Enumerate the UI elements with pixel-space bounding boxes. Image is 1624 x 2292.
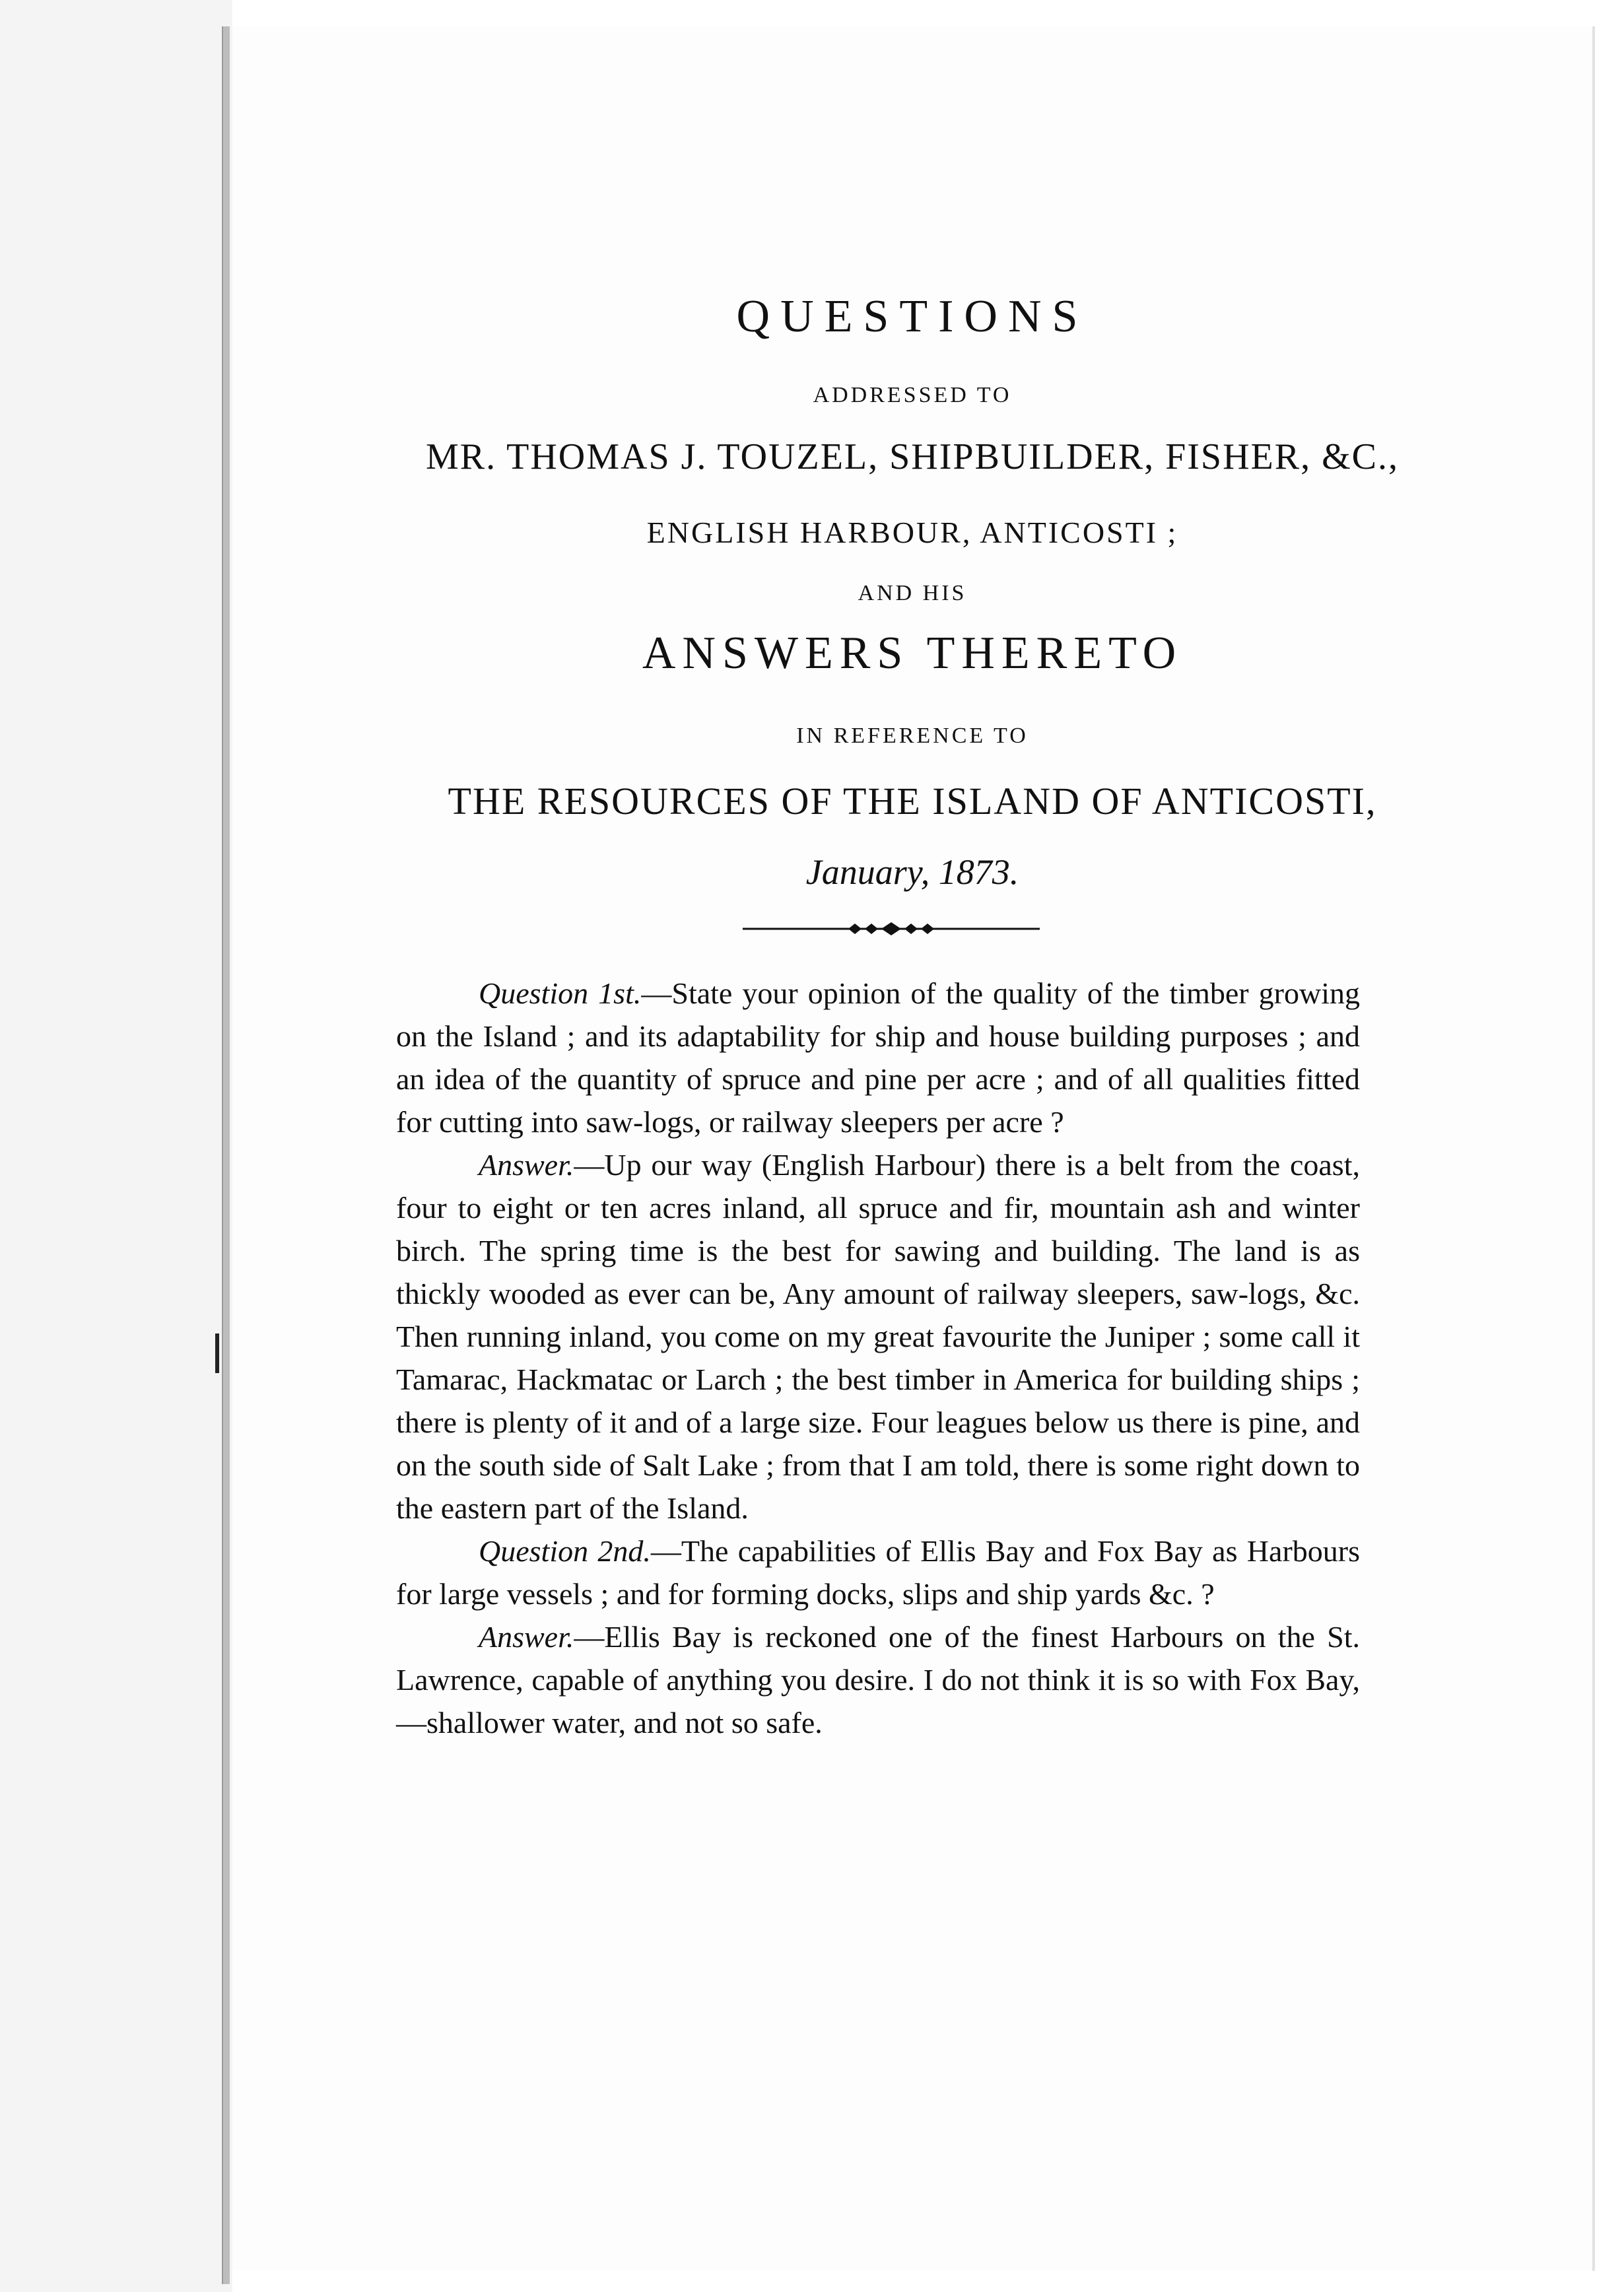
in-reference-line: IN REFERENCE TO xyxy=(796,724,1029,748)
question-1-text: —State your opinion of the quality of the timber growing on the Island ; and its adaptability for ship and house building purposes ; and an idea of the quantity of spruce and pine per acre ; and of all qualities fitted for cutting into saw-logs, or railway sleepers per acre ? xyxy=(396,976,1361,1139)
margin-mark xyxy=(215,1333,219,1373)
resources-title: THE RESOURCES OF THE ISLAND OF ANTICOSTI, xyxy=(448,780,1377,823)
addressee-line xyxy=(232,436,1592,478)
question-2-lead: Question 2nd. xyxy=(479,1534,651,1568)
addressed-to-line: ADDRESSED TO xyxy=(813,383,1012,407)
addressee-occupation: SHIPBUILDER, FISHER, &C., xyxy=(889,436,1399,477)
answer-2-lead: Answer. xyxy=(479,1620,574,1654)
answer-2-text: —Ellis Bay is reckoned one of the finest Harbours on the St. Lawrence, capable of anything you desire. I do not think it is so with Fox Bay,—shallower water, and not so safe. xyxy=(396,1620,1360,1739)
ornament-diamonds xyxy=(848,922,934,935)
date-line: January, 1873. xyxy=(805,852,1019,892)
answer-1 xyxy=(396,1143,1360,1530)
location-line: ENGLISH HARBOUR, ANTICOSTI ; xyxy=(646,516,1178,549)
answer-1-lead: Answer. xyxy=(479,1148,574,1182)
answer-1-text: —Up our way (English Harbour) there is a belt from the coast, four to eight or ten acres inland, all spruce and fir, mountain ash and winter birch. The spring time is the best for sawing and building. The land is as thickly wooded as ever can be, Any amount of railway sleepers, saw-logs, &c. Then running inland, you come on my great favourite the Juniper ; some call it Tamarac, Hackmatac or Larch ; the best timber in America for building ships ; there is plenty of it and of a large size. Four leagues below us there is pine, and on the south side of Salt Lake ; from that I am told, there is some right down to the eastern part of the Island. xyxy=(396,1148,1360,1525)
binding-strip xyxy=(0,0,232,2292)
question-1-lead: Question 1st. xyxy=(479,976,642,1010)
answer-2 xyxy=(396,1615,1360,1744)
and-his-line: AND HIS xyxy=(858,581,967,605)
binding-edge xyxy=(222,26,230,2284)
addressee-prefix: MR. xyxy=(426,436,497,477)
question-1 xyxy=(396,972,1360,1143)
question-2-text: —The capabilities of Ellis Bay and Fox Bay as Harbours for large vessels ; and for forming docks, slips and ship yards &c. ? xyxy=(396,1534,1360,1611)
page-title: QUESTIONS xyxy=(736,291,1089,342)
question-2 xyxy=(396,1530,1360,1615)
addressee-name: THOMAS J. TOUZEL, xyxy=(506,436,879,477)
answers-title: ANSWERS THERETO xyxy=(642,628,1183,679)
ornament-divider xyxy=(743,921,1040,937)
body-text xyxy=(396,972,1360,1744)
